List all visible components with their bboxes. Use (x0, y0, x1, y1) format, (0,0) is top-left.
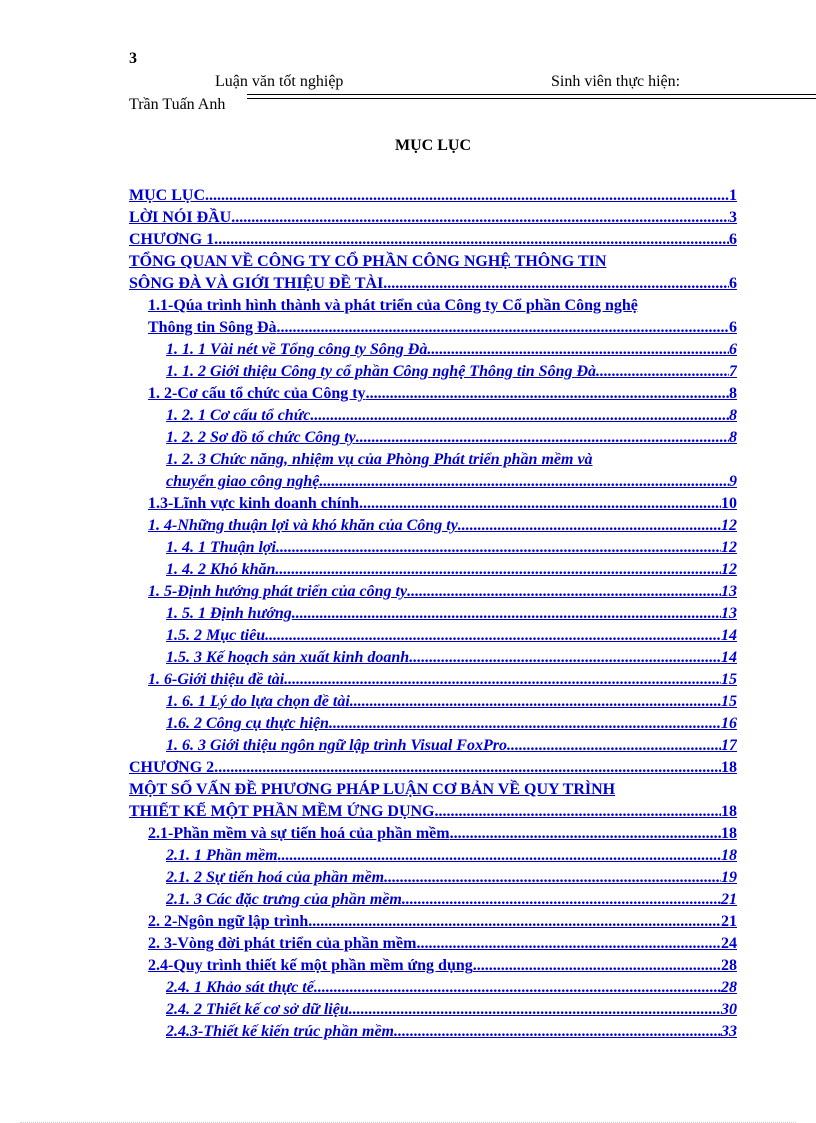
header-thesis-label: Luận văn tốt nghiệp (215, 73, 344, 90)
toc-entry[interactable]: 2.1. 2 Sự tiến hoá của phần mềm ..... 19 (166, 868, 737, 888)
toc-entry[interactable]: 1. 4. 1 Thuận lợi ..... 12 (166, 538, 737, 558)
toc-entry[interactable]: 1. 1. 1 Vài nét về Tổng công ty Sông Đà ..... 6 (166, 340, 737, 360)
toc-entry[interactable]: 2. 3-Vòng đời phát triển của phần mềm ..... 24 (148, 934, 737, 954)
toc-entry[interactable]: 2.4. 2 Thiết kế cơ sở dữ liệu ..... 30 (166, 1000, 737, 1020)
toc-entry[interactable]: 2.4-Quy trình thiết kế một phần mềm ứng dụng ..... 28 (148, 956, 737, 976)
toc-entry[interactable]: 2.1. 3 Các đặc trưng của phần mềm ..... 21 (166, 890, 737, 910)
toc-entry[interactable]: 2.1. 1 Phần mềm ..... 18 (166, 846, 737, 866)
header-student-label: Sinh viên thực hiện: (551, 73, 681, 90)
toc-entry[interactable]: 1. 5-Định hướng phát triển của công ty ..... 13 (148, 582, 737, 602)
toc-entry[interactable]: 1. 1. 2 Giới thiệu Công ty cổ phần Công nghệ Thông tin Sông Đà ..... 7 (166, 362, 737, 382)
toc-entry[interactable]: 1.3-Lĩnh vực kinh doanh chính ..... 10 (148, 494, 737, 514)
toc-entry[interactable]: chuyển giao công nghệ ..... 9 (166, 472, 737, 492)
toc-entry[interactable]: 1. 6-Giới thiệu đề tài ..... 15 (148, 670, 737, 690)
toc-entry[interactable]: 1. 5. 1 Định hướng ..... 13 (166, 604, 737, 624)
toc-entry[interactable]: CHƯƠNG 2. ..... 18 (129, 758, 737, 778)
toc-entry[interactable]: CHƯƠNG 1. ..... 6 (129, 230, 737, 250)
toc-entry-line1[interactable]: 1. 2. 3 Chức năng, nhiệm vụ của Phòng Phát triển phần mềm và (166, 451, 593, 468)
header-author: Trần Tuấn Anh (129, 96, 226, 113)
toc-entry[interactable]: 2. 2-Ngôn ngữ lập trình ..... 21 (148, 912, 737, 932)
toc-entry[interactable]: LỜI NÓI ĐẦU ..... 3 (129, 208, 737, 228)
toc-entry[interactable]: 1. 6. 1 Lý do lựa chọn đề tài ..... 15 (166, 692, 737, 712)
header-rule (247, 94, 816, 99)
toc-entry[interactable]: 1. 6. 3 Giới thiệu ngôn ngữ lập trình Visual FoxPro ..... 17 (166, 736, 737, 756)
toc-entry-line1[interactable]: MỘT SỐ VẤN ĐỀ PHƯƠNG PHÁP LUẬN CƠ BẢN VỀ QUY TRÌNH (129, 781, 616, 798)
toc-entry[interactable]: Thông tin Sông Đà ..... 6 (148, 318, 737, 338)
toc-entry[interactable]: 1. 4. 2 Khó khăn ..... 12 (166, 560, 737, 580)
toc-entry[interactable]: MỤC LỤC ..... 1 (129, 186, 737, 206)
page-title: MỤC LỤC (395, 137, 471, 154)
toc-entry[interactable]: 1. 2. 2 Sơ đồ tổ chức Công ty ..... 8 (166, 428, 737, 448)
toc-entry-line1[interactable]: TỔNG QUAN VỀ CÔNG TY CỔ PHẦN CÔNG NGHỆ THÔNG TIN (129, 253, 607, 270)
toc-entry[interactable]: 1.5. 3 Kế hoạch sản xuất kinh doanh ..... 14 (166, 648, 737, 668)
toc-entry[interactable]: 2.1-Phần mềm và sự tiến hoá của phần mềm ..... 18 (148, 824, 737, 844)
toc-entry[interactable]: 1.6. 2 Công cụ thực hiện ..... 16 (166, 714, 737, 734)
toc-entry[interactable]: 2.4. 1 Khảo sát thực tế ..... 28 (166, 978, 737, 998)
toc-entry[interactable]: 1. 2-Cơ cấu tổ chức của Công ty ..... 8 (148, 384, 737, 404)
toc-entry-line1[interactable]: 1.1-Qúa trình hình thành và phát triển của Công ty Cổ phần Công nghệ (148, 297, 638, 314)
toc-entry[interactable]: 2.4.3-Thiết kế kiến trúc phần mềm ..... 33 (166, 1022, 737, 1042)
toc-entry[interactable]: THIẾT KẾ MỘT PHẦN MỀM ỨNG DỤNG ..... 18 (129, 802, 737, 822)
toc-entry[interactable]: 1. 2. 1 Cơ cấu tổ chức ..... 8 (166, 406, 737, 426)
toc-entry[interactable]: 1.5. 2 Mục tiêu ..... 14 (166, 626, 737, 646)
toc-entry[interactable]: SÔNG ĐÀ VÀ GIỚI THIỆU ĐỀ TÀI ..... 6 (129, 274, 737, 294)
page-number: 3 (129, 50, 137, 67)
toc-entry[interactable]: 1. 4-Những thuận lợi và khó khăn của Công ty ..... 12 (148, 516, 737, 536)
